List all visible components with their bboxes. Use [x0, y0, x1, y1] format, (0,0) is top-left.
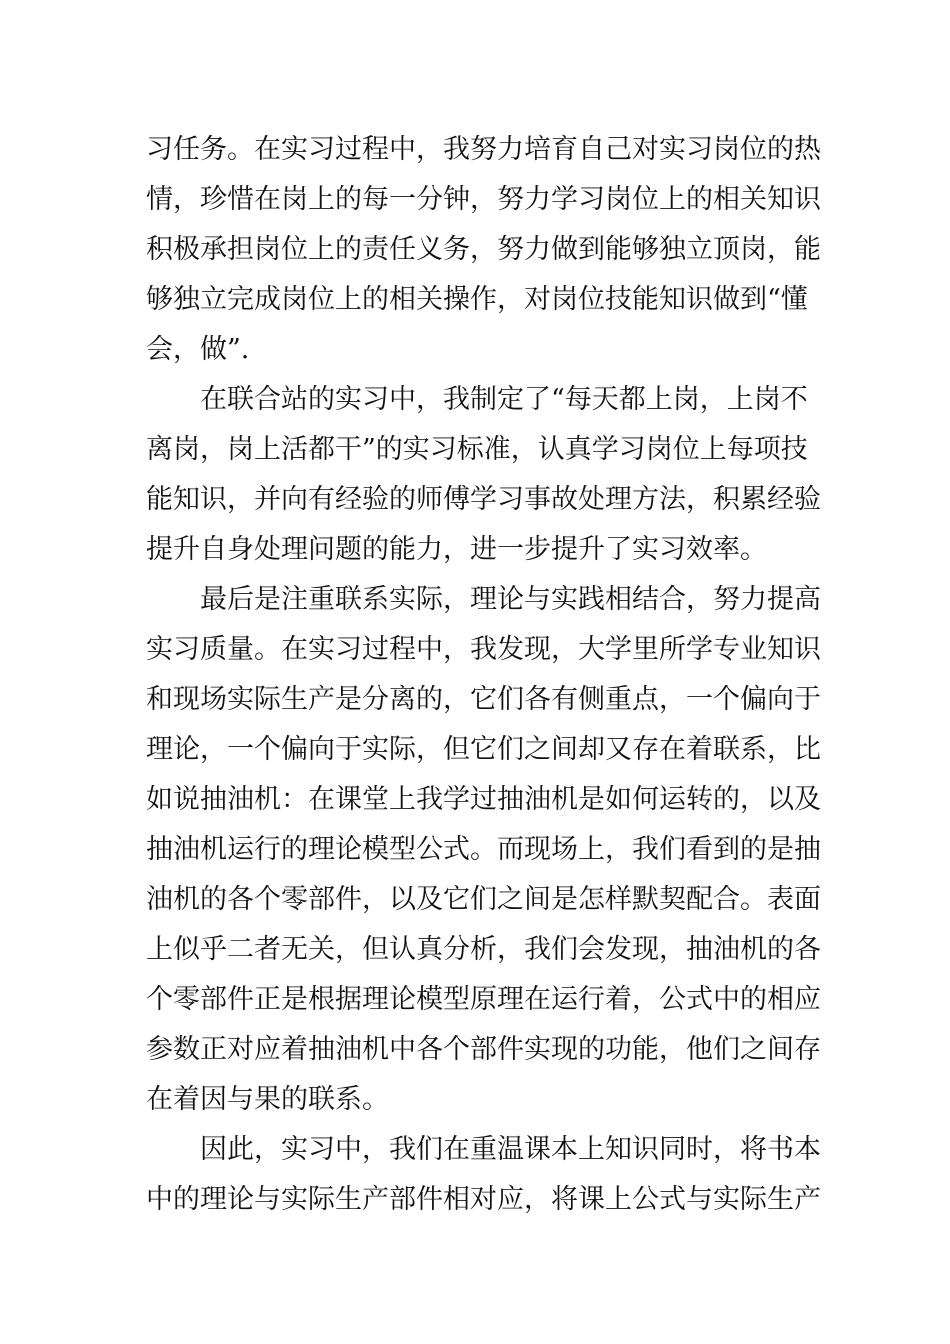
- text-line: 参数正对应着抽油机中各个部件实现的功能，他们之间存: [146, 1034, 821, 1065]
- paragraph-first-line: 最后是注重联系实际，理论与实践相结合，努力提高: [200, 584, 821, 615]
- text-line: 理论，一个偏向于实际，但它们之间却又存在着联系，比: [146, 734, 821, 765]
- text-line: 中的理论与实际生产部件相对应，将课上公式与实际生产: [146, 1184, 821, 1215]
- text-line: 习任务。在实习过程中，我努力培育自己对实习岗位的热: [146, 134, 821, 165]
- text-line: 离岗，岗上活都干”的实习标准，认真学习岗位上每项技: [146, 434, 808, 465]
- text-line: 积极承担岗位上的责任义务，努力做到能够独立顶岗，能: [146, 234, 821, 265]
- text-line: 抽油机运行的理论模型公式。而现场上，我们看到的是抽: [146, 834, 821, 865]
- text-line: 提升自身处理问题的能力，进一步提升了实习效率。: [146, 534, 767, 565]
- paragraph-first-line: 因此，实习中，我们在重温课本上知识同时，将书本: [200, 1134, 821, 1165]
- text-line: 实习质量。在实习过程中，我发现，大学里所学专业知识: [146, 634, 821, 665]
- paragraph-first-line: 在联合站的实习中，我制定了“每天都上岗，上岗不: [200, 384, 808, 415]
- text-line: 够独立完成岗位上的相关操作，对岗位技能知识做到“懂: [146, 284, 808, 315]
- text-line: 油机的各个零部件，以及它们之间是怎样默契配合。表面: [146, 884, 821, 915]
- text-line: 在着因与果的联系。: [146, 1084, 389, 1115]
- text-line: 个零部件正是根据理论模型原理在运行着，公式中的相应: [146, 984, 821, 1015]
- text-line: 和现场实际生产是分离的，它们各有侧重点，一个偏向于: [146, 684, 821, 715]
- text-line: 能知识，并向有经验的师傅学习事故处理方法，积累经验: [146, 484, 821, 515]
- text-line: 如说抽油机：在课堂上我学过抽油机是如何运转的，以及: [146, 784, 821, 815]
- text-line: 会，做”.: [146, 334, 250, 365]
- text-line: 上似乎二者无关，但认真分析，我们会发现，抽油机的各: [146, 934, 821, 965]
- text-line: 情，珍惜在岗上的每一分钟，努力学习岗位上的相关知识: [146, 184, 821, 215]
